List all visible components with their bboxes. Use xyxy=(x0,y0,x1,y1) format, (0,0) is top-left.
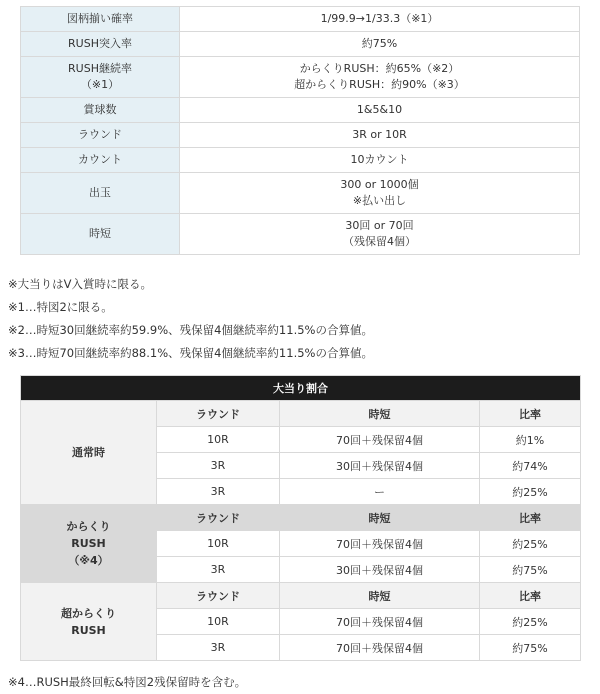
cell-round: 10R xyxy=(157,531,280,557)
header-jitan: 時短 xyxy=(280,505,480,531)
spec-key: RUSH突入率 xyxy=(21,32,180,57)
spec-row xyxy=(21,214,580,255)
cell-ratio: 約75% xyxy=(480,557,581,583)
spec-row xyxy=(21,32,580,57)
cell-round: 10R xyxy=(157,609,280,635)
cell-round: 3R xyxy=(157,635,280,661)
notes-list xyxy=(8,273,588,365)
note-item: ※2…時短30回継続率約59.9%、残保留4個継続率約11.5%の合算値。 xyxy=(8,323,373,337)
spec-key: 図柄揃い確率 xyxy=(21,7,180,32)
cell-jitan: 70回＋残保留4個 xyxy=(280,635,480,661)
cell-jitan: 70回＋残保留4個 xyxy=(280,531,480,557)
note-item: ※1…特図2に限る。 xyxy=(8,300,113,314)
spec-row xyxy=(21,148,580,173)
header-ratio: 比率 xyxy=(480,401,581,427)
cell-jitan: 70回＋残保留4個 xyxy=(280,609,480,635)
spec-key: 時短 xyxy=(21,214,180,255)
cell-ratio: 約1% xyxy=(480,427,581,453)
ratio-header-row xyxy=(21,583,581,609)
header-jitan: 時短 xyxy=(280,583,480,609)
cell-ratio: 約75% xyxy=(480,635,581,661)
ratio-table-body xyxy=(21,376,581,661)
jackpot-ratio-table xyxy=(20,375,581,661)
cell-round: 3R xyxy=(157,557,280,583)
cell-jitan: 30回＋残保留4個 xyxy=(280,557,480,583)
spec-value: 約75% xyxy=(180,32,580,57)
spec-key: 賞球数 xyxy=(21,98,180,123)
spec-value: 30回 or 70回 （残保留4個） xyxy=(180,214,580,255)
spec-key: RUSH継続率 （※1） xyxy=(21,57,180,98)
cell-ratio: 約25% xyxy=(480,479,581,505)
cell-ratio: 約25% xyxy=(480,531,581,557)
spec-key: 出玉 xyxy=(21,173,180,214)
group-label: 通常時 xyxy=(21,401,157,505)
cell-round: 3R xyxy=(157,479,280,505)
cell-ratio: 約25% xyxy=(480,609,581,635)
group-label: からくり RUSH （※4） xyxy=(21,505,157,583)
spec-value: 3R or 10R xyxy=(180,123,580,148)
group-label: 超からくり RUSH xyxy=(21,583,157,661)
spec-value: 1&5&10 xyxy=(180,98,580,123)
header-round: ラウンド xyxy=(157,401,280,427)
spec-value: 300 or 1000個 ※払い出し xyxy=(180,173,580,214)
ratio-header-row xyxy=(21,505,581,531)
spec-table xyxy=(20,6,580,255)
spec-row xyxy=(21,123,580,148)
spec-row xyxy=(21,98,580,123)
spec-row xyxy=(21,57,580,98)
header-round: ラウンド xyxy=(157,505,280,531)
ratio-title-row xyxy=(21,376,581,401)
cell-round: 3R xyxy=(157,453,280,479)
cell-ratio: 約74% xyxy=(480,453,581,479)
cell-jitan: 70回＋残保留4個 xyxy=(280,427,480,453)
ratio-table-title: 大当り割合 xyxy=(21,376,581,401)
header-ratio: 比率 xyxy=(480,583,581,609)
spec-value: 1/99.9→1/33.3（※1） xyxy=(180,7,580,32)
spec-key: カウント xyxy=(21,148,180,173)
spec-row xyxy=(21,7,580,32)
spec-table-body xyxy=(21,7,580,255)
header-round: ラウンド xyxy=(157,583,280,609)
cell-jitan: ー xyxy=(280,479,480,505)
header-jitan: 時短 xyxy=(280,401,480,427)
footnote: ※4…RUSH最終回転&特図2残保留時を含む。 xyxy=(8,675,247,689)
spec-row xyxy=(21,173,580,214)
cell-round: 10R xyxy=(157,427,280,453)
note-item: ※大当りはV入賞時に限る。 xyxy=(8,277,153,291)
spec-value: からくりRUSH：約65%（※2） 超からくりRUSH：約90%（※3） xyxy=(180,57,580,98)
spec-value: 10カウント xyxy=(180,148,580,173)
header-ratio: 比率 xyxy=(480,505,581,531)
note-item: ※3…時短70回継続率約88.1%、残保留4個継続率約11.5%の合算値。 xyxy=(8,346,373,360)
cell-jitan: 30回＋残保留4個 xyxy=(280,453,480,479)
spec-key: ラウンド xyxy=(21,123,180,148)
ratio-header-row xyxy=(21,401,581,427)
